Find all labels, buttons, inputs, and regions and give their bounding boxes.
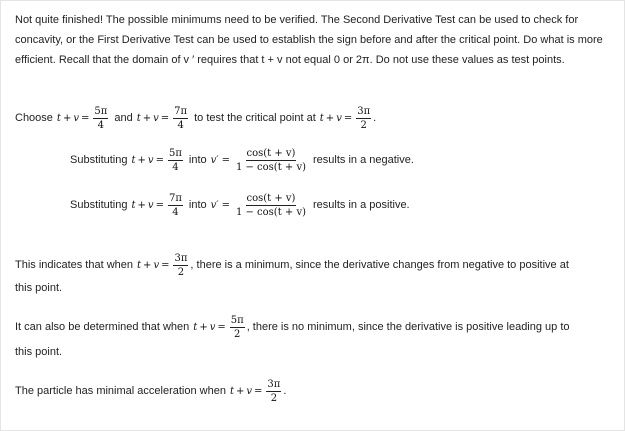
also-line-2: this point.: [15, 346, 63, 358]
fraction-3pi-2: $\frac{3\pi}{2}$: [267, 378, 281, 404]
indicates-line-2: this point.: [15, 282, 63, 294]
also-line: It can also be determined that when t + v = $\frac{5\pi}{2}$ , there is no minimum, since the derivative is positive leading up to: [15, 314, 570, 340]
indicates-line: This indicates that when t + v = $\frac{3\pi}{2}$ , there is a minimum, since the derivative changes from negative to positive at: [15, 252, 569, 278]
conclusion-line: The particle has minimal acceleration when t + v = $\frac{3\pi}{2}$ .: [15, 378, 287, 404]
derivative-fraction: $\frac{\cos(t + v)}{1 - \cos(t + v)}$: [235, 192, 307, 218]
substitution-positive: Substituting t + v = $\frac{7\pi}{4}$ into v′ = $\frac{\cos(t + v)}{1 - \cos(t + v)}$ results in a positive.: [70, 192, 410, 218]
fraction-3pi-2: $\frac{3\pi}{2}$: [174, 252, 188, 278]
derivative-fraction: $\frac{\cos(t + v)}{1 - \cos(t + v)}$: [235, 147, 307, 173]
fraction-7pi-4: $\frac{7\pi}{4}$: [168, 192, 182, 218]
fraction-5pi-4: $\frac{5\pi}{4}$: [168, 147, 182, 173]
fraction-7pi-4: $\frac{7\pi}{4}$: [174, 105, 188, 131]
choose-line: Choose t + v = $\frac{5\pi}{4}$ and t + v = $\frac{7\pi}{4}$ to test the critical point at t + v = $\frac{3\pi}{2}$ .: [15, 105, 377, 131]
substitution-negative: Substituting t + v = $\frac{5\pi}{4}$ into v′ = $\frac{\cos(t + v)}{1 - \cos(t + v)}$ results in a negative.: [70, 147, 414, 173]
fraction-5pi-4: $\frac{5\pi}{4}$: [94, 105, 108, 131]
fraction-5pi-2: $\frac{5\pi}{2}$: [230, 314, 244, 340]
intro-paragraph: Not quite finished! The possible minimums need to be verified. The Second Derivative Test can be used to check for concavity, or the First Derivative Test can be used to establish the sign before and after the critical point. Do what is more efficient. Recall that the domain of v ′ requires that t + v not equal 0 or 2π. Do not use these values as test points.: [15, 14, 603, 66]
choose-prefix: Choose: [15, 112, 53, 124]
fraction-3pi-2: $\frac{3\pi}{2}$: [357, 105, 371, 131]
